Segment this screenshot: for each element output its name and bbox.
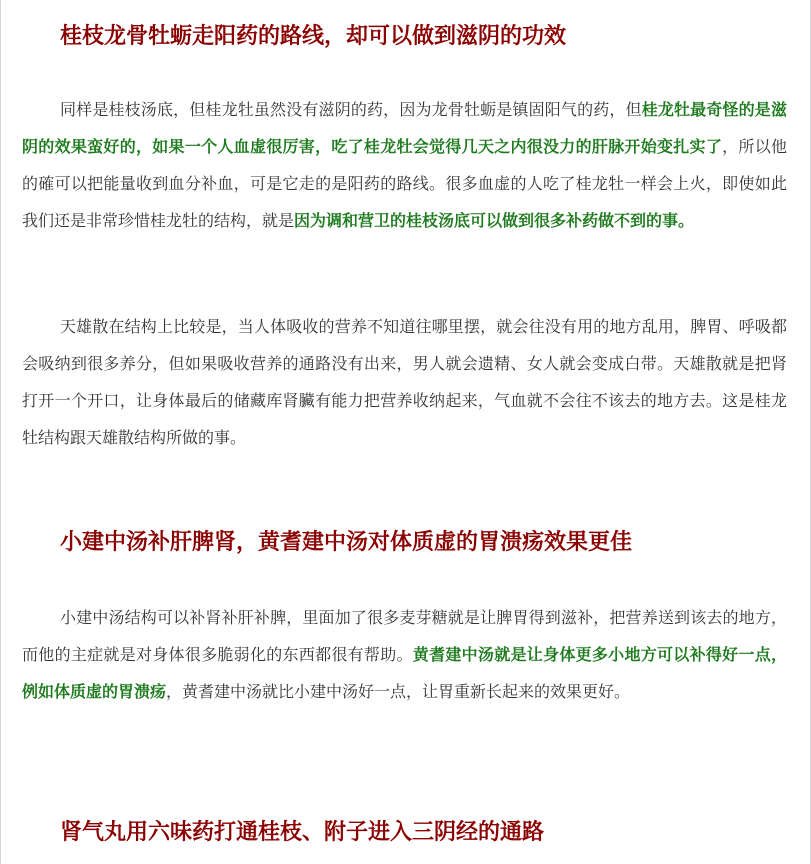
text-run: 天雄散在结构上比较是，当人体吸收的营养不知道往哪里摆，就会往没有用的地方乱用，脾胃、呼吸都会吸纳到很多养分，但如果吸收营养的通路没有出来，男人就会遗精、女人就会变成白带。天雄散就是把肾打开一个开口，让身体最后的储藏库肾臟有能力把营养收纳起来，气血就不会往不该去的地方去。这是桂龙牡结构跟天雄散结构所做的事。 xyxy=(22,317,787,447)
text-run: ，黄耆建中汤就比小建中汤好一点，让胃重新长起来的效果更好。 xyxy=(166,682,631,701)
text-run: 同样是桂枝汤底，但桂龙牡虽然没有滋阴的药，因为龙骨牡蛎是镇固阳气的药，但 xyxy=(60,100,642,119)
paragraph-xiaojianzhongtang xyxy=(22,599,787,710)
section-heading-guilongmu: 桂枝龙骨牡蛎走阳药的路线，却可以做到滋阴的功效 xyxy=(60,24,567,49)
section-heading-shenqiwan: 肾气丸用六味药打通桂枝、附子进入三阴经的通路 xyxy=(60,820,545,845)
paragraph-guilongmu xyxy=(22,91,787,239)
paragraph-tianxiongsan xyxy=(22,308,787,456)
text-run: 小建中汤结构可以补肾补肝补脾，里面加了很多麦芽糖就是让脾胃得到滋补，把营养送到该去的地方，而他的主症就是对身体很多脆弱化的东西都很有帮助。 xyxy=(22,608,787,664)
text-run: ，所以他的確可以把能量收到血分补血，可是它走的是阳药的路线。很多血虚的人吃了桂龙牡一样会上火，即使如此我们还是非常珍惜桂龙牡的结构，就是 xyxy=(22,137,787,230)
highlighted-text-run: 因为调和营卫的桂枝汤底可以做到很多补药做不到的事。 xyxy=(294,211,695,230)
section-heading-xiaojianzhongtang: 小建中汤补肝脾肾，黄耆建中汤对体质虚的胃溃疡效果更佳 xyxy=(60,530,633,555)
highlighted-text-run: 桂龙牡最奇怪的是滋阴的效果蛮好的，如果一个人血虚很厉害，吃了桂龙牡会觉得几天之内很没力的肝脉开始变扎实了 xyxy=(22,100,787,156)
highlighted-text-run: 黄耆建中汤就是让身体更多小地方可以补得好一点，例如体质虚的胃溃疡 xyxy=(22,645,787,701)
